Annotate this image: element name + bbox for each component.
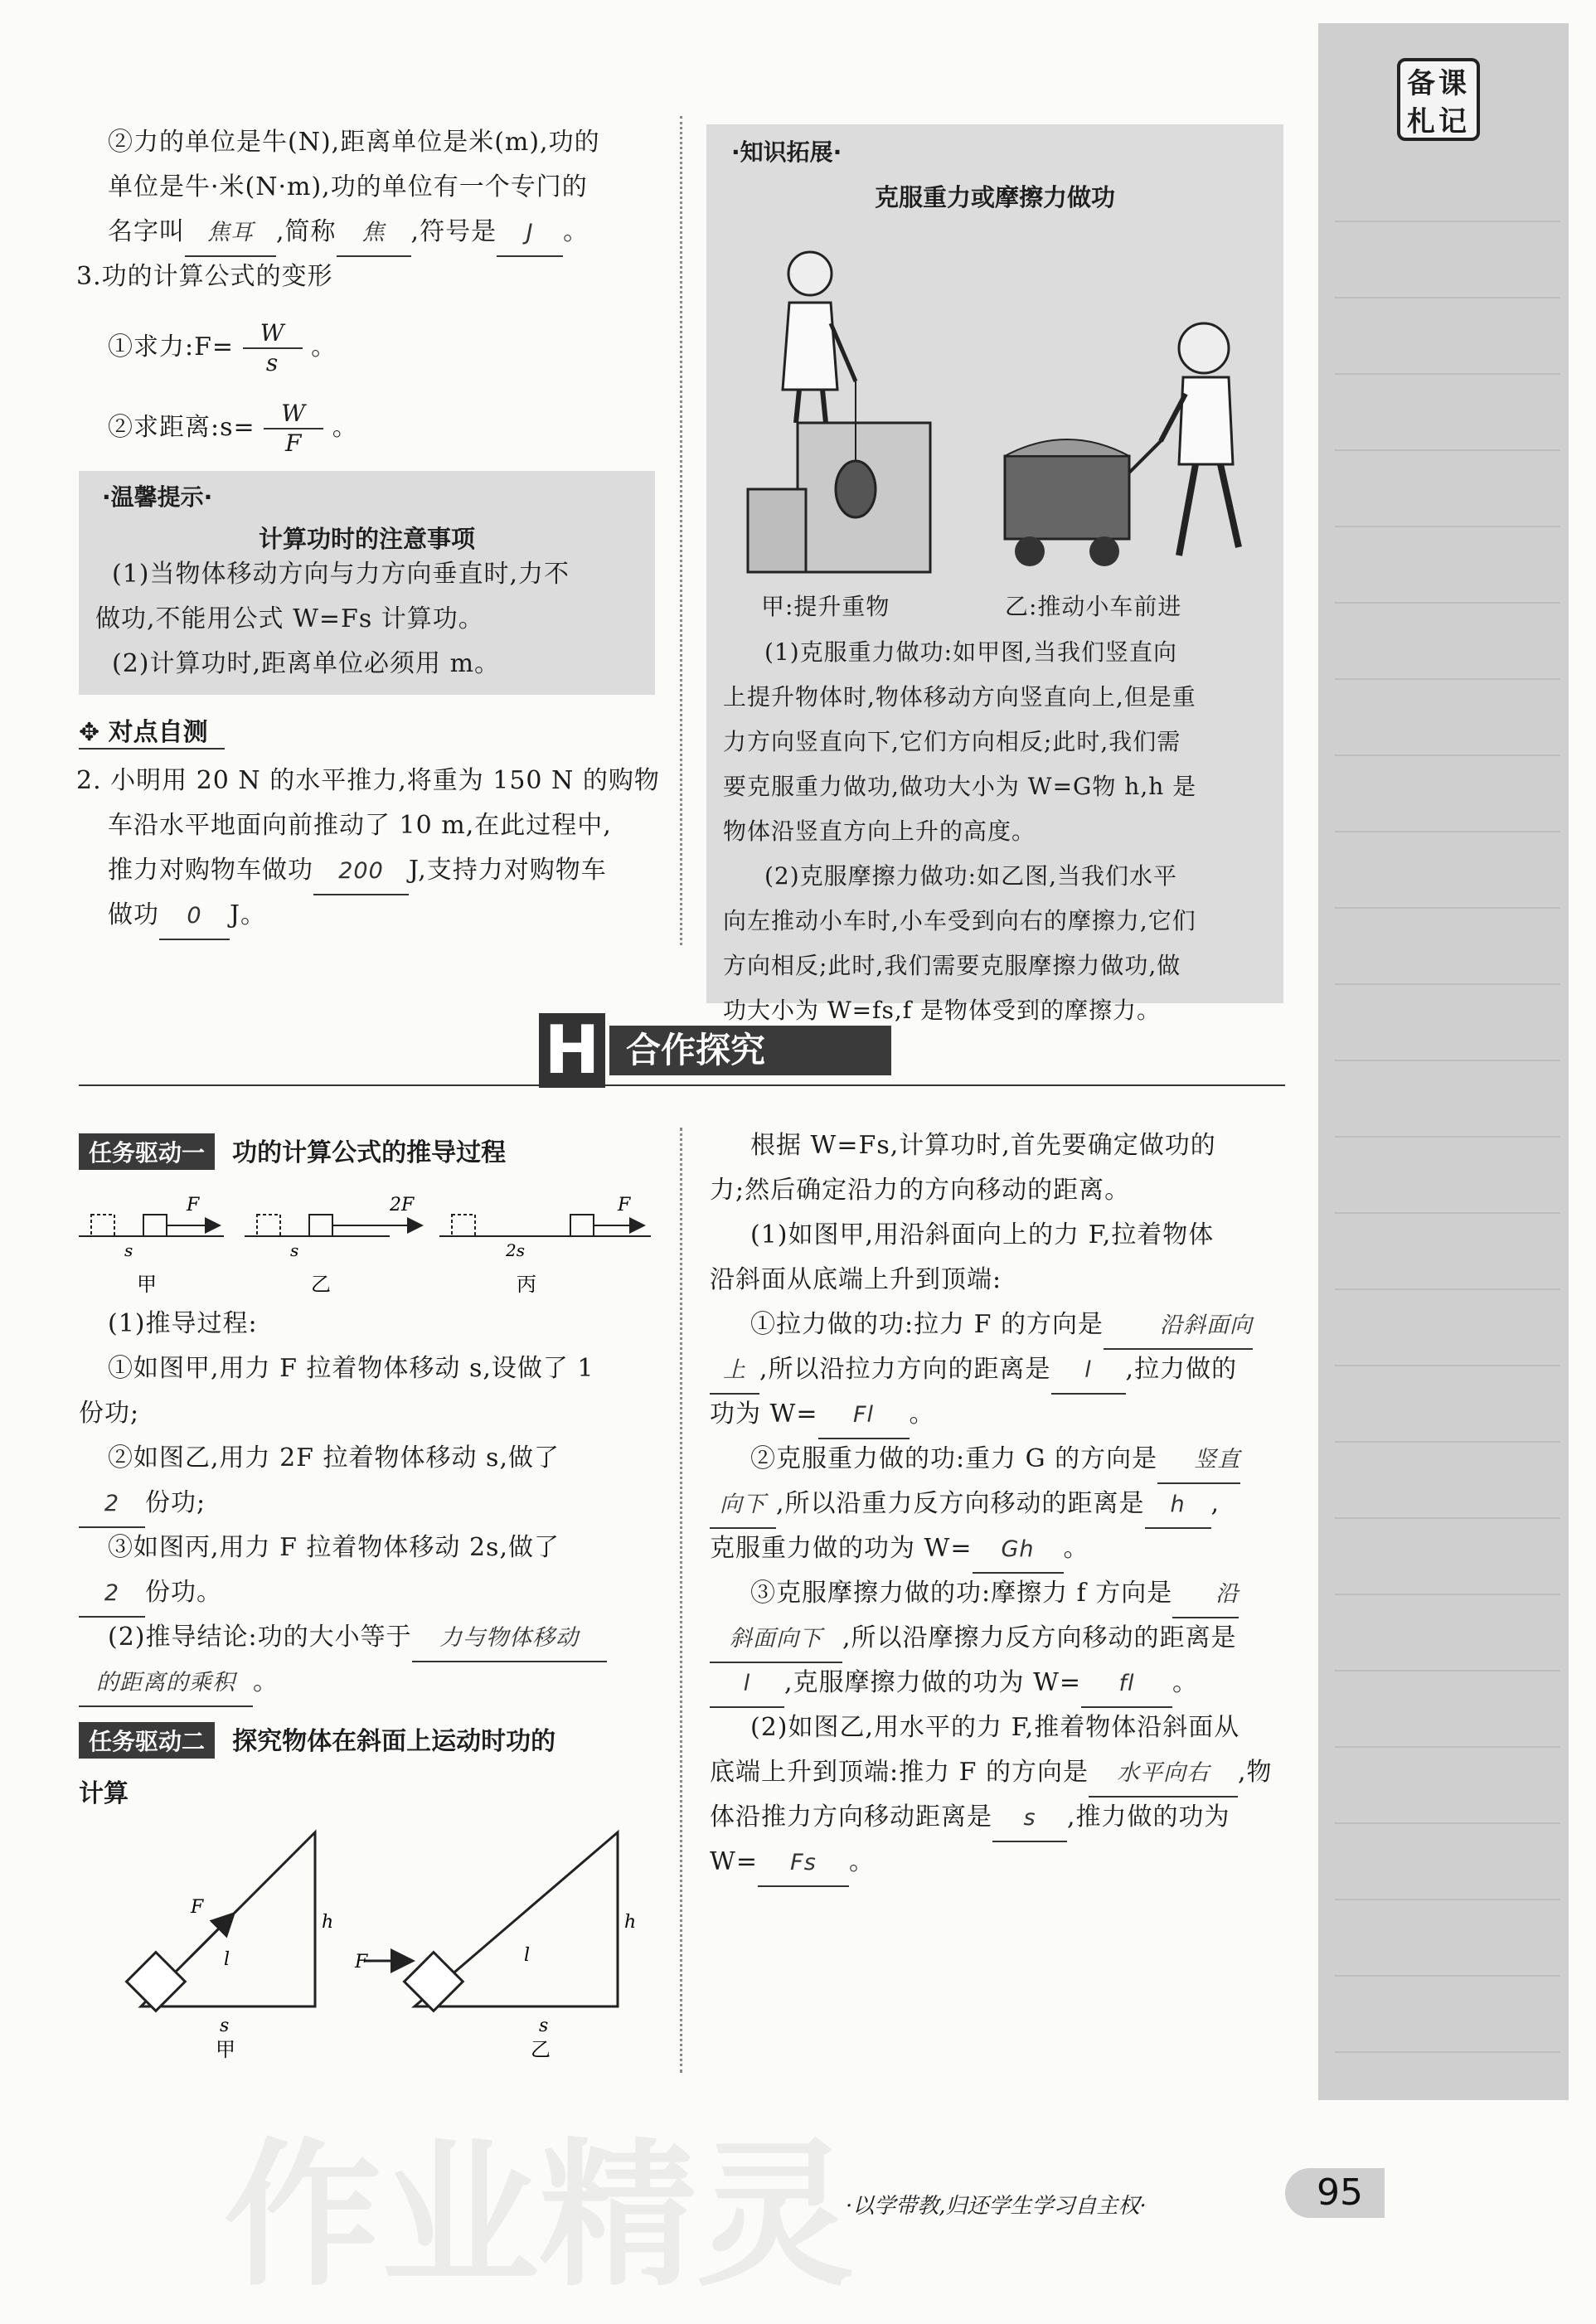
fig-caption: 乙: [531, 2038, 551, 2060]
column-divider: [680, 1128, 682, 2073]
fig-label: F: [191, 1897, 204, 1918]
fig-label: F: [187, 1195, 200, 1215]
knowledge-tag: ·知识拓展·: [731, 138, 842, 166]
text-line: 体沿推力方向移动距离是 s ,推力做的功为: [710, 1795, 1230, 1842]
answer-blank: 焦耳: [185, 211, 276, 257]
task1-title: 功的计算公式的推导过程: [232, 1138, 507, 1167]
notes-label: 备课札记: [1397, 58, 1480, 141]
text-line: 推力对购物车做功 200 J,支持力对购物车: [108, 848, 607, 895]
text-line: (1)当物体移动方向与力方向垂直时,力不: [112, 560, 570, 589]
text-line: ③如图丙,用力 F 拉着物体移动 2s,做了: [108, 1533, 560, 1562]
text-line: 力方向竖直向下,它们方向相反;此时,我们需: [723, 728, 1181, 755]
text-line: ②如图乙,用力 2F 拉着物体移动 s,做了: [108, 1443, 560, 1473]
answer-blank: l: [1051, 1348, 1126, 1395]
text-line: 底端上升到顶端:推力 F 的方向是 水平向右 ,物: [710, 1750, 1273, 1798]
target-icon: ✥: [79, 718, 100, 747]
text-line: 功为 W= Fl 。: [710, 1392, 935, 1439]
text-line: 功大小为 W=fs,f 是物体受到的摩擦力。: [723, 997, 1162, 1024]
fig-label: h: [624, 1912, 637, 1933]
text-line: 做功 0 J。: [108, 893, 266, 940]
text-line: 份功;: [79, 1399, 140, 1428]
text-line: 上提升物体时,物体移动方向竖直向上,但是重: [723, 683, 1196, 711]
fig-label: s: [539, 2016, 549, 2036]
text-line: 根据 W=Fs,计算功时,首先要确定做功的: [750, 1131, 1216, 1160]
answer-blank: 上: [710, 1348, 759, 1395]
fig-label: s: [124, 1240, 133, 1260]
fig-label: 2s: [506, 1240, 525, 1260]
text-line: 做功,不能用公式 W=Fs 计算功。: [95, 604, 484, 633]
task2-title-cont: 计算: [79, 1779, 129, 1808]
notes-panel: [1318, 23, 1569, 2100]
fig-label: s: [220, 2016, 230, 2036]
answer-blank: Gh: [973, 1527, 1064, 1574]
fig-caption: 丙: [517, 1273, 536, 1296]
caption-jia: 甲:提升重物: [761, 593, 890, 620]
text-line: (2)如图乙,用水平的力 F,推着物体沿斜面从: [750, 1713, 1240, 1742]
formula-force: ①求力:F= $\frac{W}{s}$ 。: [108, 319, 337, 376]
text-line: 物体沿竖直方向上升的高度。: [723, 818, 1036, 845]
answer-blank: 沿: [1172, 1572, 1239, 1618]
answer-blank: 水平向右: [1089, 1751, 1238, 1798]
text-line: ①拉力做的功:拉力 F 的方向是 沿斜面向: [750, 1303, 1253, 1350]
tip-tag: ·温馨提示·: [102, 483, 213, 511]
answer-blank: 斜面向下: [710, 1617, 842, 1663]
formula-distance: ②求距离:s= $\frac{W}{F}$ 。: [108, 400, 358, 457]
answer-blank: 200: [313, 849, 409, 895]
answer-blank: 向下: [710, 1482, 776, 1529]
answer-blank: 0: [159, 894, 230, 940]
text-line: ②力的单位是牛(N),距离单位是米(m),功的: [108, 128, 600, 157]
fig-caption: 甲: [216, 2038, 235, 2060]
text-line: (2)克服摩擦力做功:如乙图,当我们水平: [764, 862, 1177, 890]
task1-label: 任务驱动一: [79, 1133, 215, 1170]
answer-blank: 的距离的乘积: [79, 1661, 253, 1707]
text-line: (1)如图甲,用沿斜面向上的力 F,拉着物体: [750, 1220, 1215, 1249]
answer-blank: Fl: [818, 1393, 910, 1439]
text-line: (2)计算功时,距离单位必须用 m。: [112, 649, 501, 678]
fig-label: l: [224, 1949, 230, 1970]
task2-title: 探究物体在斜面上运动时功的: [232, 1727, 556, 1756]
text-line: ②克服重力做的功:重力 G 的方向是 竖直: [750, 1437, 1240, 1484]
text-line: 力;然后确定沿力的方向移动的距离。: [710, 1176, 1131, 1205]
text-line: 向左推动小车时,小车受到向右的摩擦力,它们: [723, 907, 1196, 934]
page-number: 95: [1285, 2168, 1385, 2218]
fig-label: h: [322, 1912, 334, 1933]
fig-label: F: [355, 1952, 368, 1972]
section-letter: H: [539, 1013, 605, 1088]
fig-label: l: [524, 1945, 531, 1966]
fig-label: 2F: [390, 1195, 415, 1215]
answer-blank: h: [1145, 1482, 1211, 1529]
footer-slogan: ·以学带教,归还学生学习自主权·: [846, 2194, 1147, 2219]
illustration-lifting-pushing: [731, 224, 1262, 580]
answer-blank: 2: [79, 1482, 145, 1528]
text-line: l ,克服摩擦力做的功为 W= fl 。: [710, 1661, 1198, 1708]
text-line: (1)克服重力做功:如甲图,当我们竖直向: [764, 638, 1177, 666]
text-line: (2)推导结论:功的大小等于 力与物体移动: [108, 1615, 607, 1662]
task1-figure: [79, 1181, 659, 1298]
text-line: 要克服重力做功,做功大小为 W=G物 h,h 是: [723, 773, 1197, 800]
answer-blank: Fs: [758, 1841, 849, 1887]
answer-blank: 2: [79, 1571, 145, 1618]
text-line: 3.功的计算公式的变形: [76, 262, 333, 291]
text-line: (1)推导过程:: [108, 1309, 258, 1338]
caption-yi: 乙:推动小车前进: [1005, 593, 1182, 620]
section-title: 合作探究: [609, 1026, 891, 1075]
tip-box: [79, 471, 655, 695]
text-line: 沿斜面从底端上升到顶端:: [710, 1265, 1002, 1294]
fig-caption: 乙: [311, 1273, 331, 1296]
answer-blank: l: [710, 1662, 784, 1708]
fig-caption: 甲: [137, 1273, 157, 1296]
fig-label: F: [618, 1195, 631, 1215]
answer-blank: 竖直: [1157, 1438, 1240, 1484]
text-line: 方向相反;此时,我们需要克服摩擦力做功,做: [723, 952, 1181, 979]
text-line: 的距离的乘积 。: [79, 1660, 279, 1707]
section-header: [464, 1013, 912, 1088]
answer-blank: 焦: [337, 211, 411, 257]
text-line: 2 份功。: [79, 1570, 222, 1618]
self-test-tag: ✥ 对点自测: [79, 711, 225, 750]
answer-blank: s: [992, 1796, 1067, 1842]
knowledge-box: [706, 124, 1283, 1024]
watermark: 作业精灵: [224, 2124, 855, 2307]
text-line: 2. 小明用 20 N 的水平推力,将重为 150 N 的购物: [76, 766, 660, 795]
text-line: 克服重力做的功为 W= Gh 。: [710, 1526, 1089, 1574]
task2-figure: [91, 1820, 655, 2060]
task1-heading: [79, 1132, 506, 1170]
text-line: 斜面向下 ,所以沿摩擦力反方向移动的距离是: [710, 1616, 1237, 1663]
text-line: 2 份功;: [79, 1481, 206, 1528]
text-line: 单位是牛·米(N·m),功的单位有一个专门的: [108, 172, 588, 201]
answer-blank: 沿斜面向: [1104, 1303, 1253, 1350]
text-line: 向下 ,所以沿重力反方向移动的距离是 h ,: [710, 1482, 1220, 1529]
fig-label: s: [290, 1240, 299, 1260]
answer-blank: 力与物体移动: [412, 1616, 607, 1662]
answer-blank: fl: [1081, 1662, 1172, 1708]
answer-blank: J: [497, 211, 563, 257]
task2-label: 任务驱动二: [79, 1722, 215, 1759]
text-line: 上 ,所以沿拉力方向的距离是 l ,拉力做的: [710, 1347, 1237, 1395]
knowledge-title: 克服重力或摩擦力做功: [874, 183, 1115, 211]
text-line: ③克服摩擦力做的功:摩擦力 f 方向是 沿: [750, 1571, 1239, 1618]
text-line: 名字叫 焦耳 ,简称 焦 ,符号是 J 。: [108, 210, 589, 257]
text-line: 车沿水平地面向前推动了 10 m,在此过程中,: [108, 811, 612, 840]
text-line: ①如图甲,用力 F 拉着物体移动 s,设做了 1: [108, 1354, 594, 1383]
column-divider: [680, 116, 682, 945]
tip-title: 计算功时的注意事项: [258, 525, 475, 553]
text-line: W= Fs 。: [710, 1840, 875, 1887]
task2-heading: [79, 1720, 555, 1759]
